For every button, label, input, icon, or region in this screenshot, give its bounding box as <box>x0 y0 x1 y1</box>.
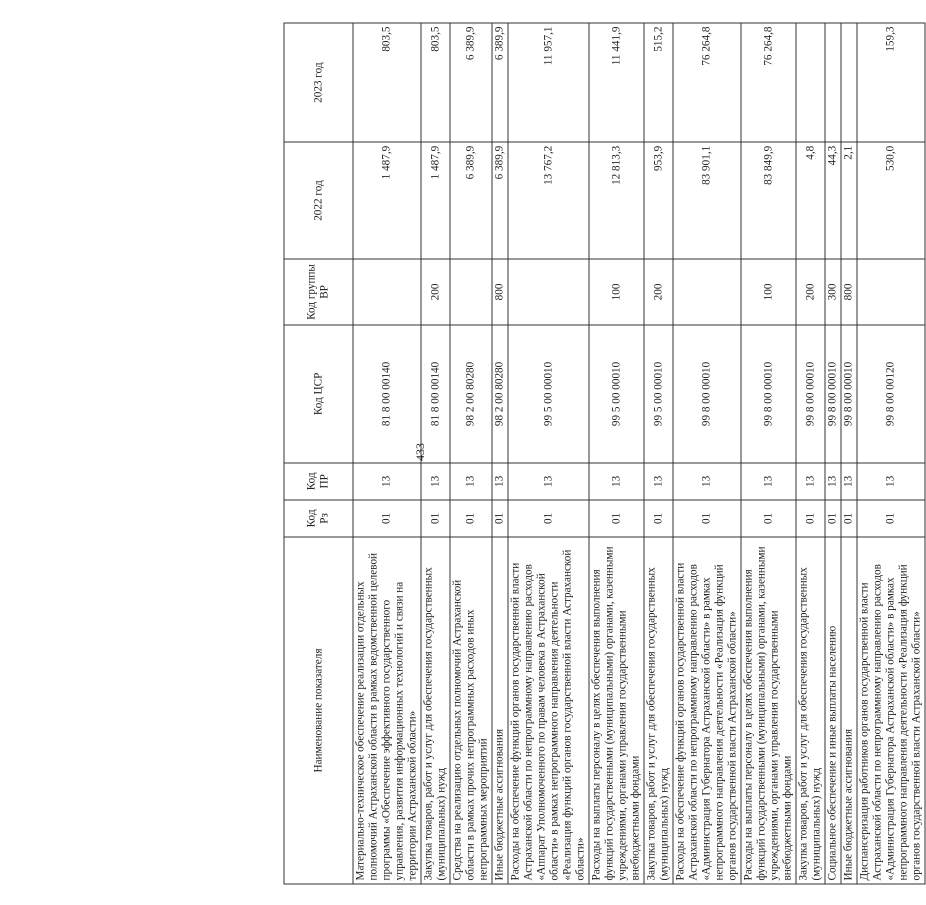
row-2022: 1 487,9 <box>353 142 421 259</box>
row-csr: 99 5 00 00010 <box>589 325 644 463</box>
row-2023 <box>841 23 857 142</box>
header-vr: Код группы ВР <box>284 258 353 324</box>
row-csr: 81 8 00 00140 <box>353 325 421 463</box>
row-2022: 83 849,9 <box>741 142 796 259</box>
header-csr: Код ЦСР <box>284 325 353 463</box>
table-row <box>741 23 796 884</box>
row-2023: 159,3 <box>857 23 925 142</box>
row-vr <box>857 258 925 324</box>
row-pr: 13 <box>673 462 741 499</box>
row-2022: 2,1 <box>841 142 857 259</box>
row-pr: 13 <box>857 462 925 499</box>
row-csr: 99 8 00 00010 <box>825 325 841 463</box>
row-2023 <box>796 23 825 142</box>
row-rz: 01 <box>450 499 492 536</box>
row-name: Иные бюджетные ассигнования <box>841 536 857 883</box>
row-vr <box>353 258 421 324</box>
table-row <box>353 23 421 884</box>
header-row <box>284 23 353 884</box>
row-pr: 13 <box>508 462 589 499</box>
table-row <box>796 23 825 884</box>
table-row <box>857 23 925 884</box>
table-row <box>492 23 508 884</box>
row-name: Материально-техническое обеспечение реализации отдельных полномочий Астраханской области в рамках ведомственной целевой программы «Обеспечение эффективного государственного управления, развития информационных технологий и связи на территории Астраханской области» <box>353 536 421 883</box>
row-2022: 953,9 <box>644 142 673 259</box>
header-2023: 2023 год <box>284 23 353 142</box>
row-2023: 6 389,9 <box>450 23 492 142</box>
row-pr: 13 <box>825 462 841 499</box>
table-row <box>589 23 644 884</box>
row-2023: 11 957,1 <box>508 23 589 142</box>
row-2022: 44,3 <box>825 142 841 259</box>
row-rz: 01 <box>353 499 421 536</box>
row-rz: 01 <box>857 499 925 536</box>
row-rz: 01 <box>508 499 589 536</box>
row-2022: 12 813,3 <box>589 142 644 259</box>
header-2022: 2022 год <box>284 142 353 259</box>
row-csr: 99 5 00 00010 <box>508 325 589 463</box>
row-pr: 13 <box>421 462 450 499</box>
row-csr: 99 8 00 00010 <box>841 325 857 463</box>
row-vr: 200 <box>644 258 673 324</box>
row-name: Закупка товаров, работ и услуг для обеспечения государственных (муниципальных) нужд <box>796 536 825 883</box>
row-pr: 13 <box>741 462 796 499</box>
row-pr: 13 <box>841 462 857 499</box>
row-2023: 803,5 <box>421 23 450 142</box>
row-2022: 530,0 <box>857 142 925 259</box>
row-2023 <box>825 23 841 142</box>
row-pr: 13 <box>450 462 492 499</box>
row-2022: 83 901,1 <box>673 142 741 259</box>
row-vr: 300 <box>825 258 841 324</box>
row-pr: 13 <box>492 462 508 499</box>
row-vr: 100 <box>589 258 644 324</box>
row-vr: 800 <box>841 258 857 324</box>
row-2023: 803,5 <box>353 23 421 142</box>
row-csr: 99 8 00 00010 <box>741 325 796 463</box>
row-2023: 11 441,9 <box>589 23 644 142</box>
rotated-sheet <box>284 22 923 884</box>
row-csr: 99 8 00 00010 <box>796 325 825 463</box>
row-2022: 6 389,9 <box>450 142 492 259</box>
row-2023: 76 264,8 <box>673 23 741 142</box>
row-2022: 1 487,9 <box>421 142 450 259</box>
row-pr: 13 <box>796 462 825 499</box>
row-rz: 01 <box>825 499 841 536</box>
row-2023: 76 264,8 <box>741 23 796 142</box>
row-name: Расходы на обеспечение функций органов государственной власти Астраханской области по непрограммному направлению расходов «Администрация Губернатора Астраханской области» в рамках непрограммного направления деятельности «Реализация функций органов государственной власти Астраханской области» <box>673 536 741 883</box>
row-rz: 01 <box>673 499 741 536</box>
row-vr <box>673 258 741 324</box>
row-csr: 99 8 00 00010 <box>673 325 741 463</box>
row-name: Расходы на обеспечение функций органов государственной власти Астраханской области по непрограммному направлению расходов «Аппарат Уполномоченного по правам человека в Астраханской области» в рамках непрограммного направления деятельности «Реализация функций органов государственной власти Астраханской области» <box>508 536 589 883</box>
row-name: Иные бюджетные ассигнования <box>492 536 508 883</box>
table-row <box>825 23 841 884</box>
row-pr: 13 <box>644 462 673 499</box>
table-row <box>644 23 673 884</box>
row-name: Закупка товаров, работ и услуг для обеспечения государственных (муниципальных) нужд <box>644 536 673 883</box>
row-2022: 6 389,9 <box>492 142 508 259</box>
row-vr <box>450 258 492 324</box>
table-row <box>673 23 741 884</box>
header-name: Наименование показателя <box>284 536 353 883</box>
row-name: Средства на реализацию отдельных полномочий Астраханской области в рамках прочих непрограммных расходов иных непрограммных мероприятий <box>450 536 492 883</box>
row-pr: 13 <box>589 462 644 499</box>
row-pr: 13 <box>353 462 421 499</box>
row-name: Расходы на выплаты персоналу в целях обеспечения выполнения функций государственными (муниципальными) органами, казенными учреждениями, органами управления государственными внебюджетными фондами <box>589 536 644 883</box>
row-rz: 01 <box>741 499 796 536</box>
row-csr: 98 2 00 80280 <box>492 325 508 463</box>
row-rz: 01 <box>796 499 825 536</box>
header-rz: Код Рз <box>284 499 353 536</box>
row-rz: 01 <box>492 499 508 536</box>
row-vr: 200 <box>796 258 825 324</box>
row-name: Диспансеризация работников органов государственной власти Астраханской области по непрограммному направлению расходов «Администрация Губернатора Астраханской области» в рамках непрограммного направления деятельности «Реализация функций органов государственной власти Астраханской области» <box>857 536 925 883</box>
row-csr: 99 8 00 00120 <box>857 325 925 463</box>
row-vr <box>508 258 589 324</box>
table-row <box>450 23 492 884</box>
row-name: Расходы на выплаты персоналу в целях обеспечения выполнения функций государственными (муниципальными) органами, казенными учреждениями, органами управления государственными внебюджетными фондами <box>741 536 796 883</box>
row-vr: 100 <box>741 258 796 324</box>
row-2022: 13 767,2 <box>508 142 589 259</box>
row-2023: 515,2 <box>644 23 673 142</box>
row-csr: 81 8 00 00140 <box>421 325 450 463</box>
row-rz: 01 <box>841 499 857 536</box>
row-name: Закупка товаров, работ и услуг для обеспечения государственных (муниципальных) нужд <box>421 536 450 883</box>
row-csr: 98 2 00 80280 <box>450 325 492 463</box>
row-2022: 4,8 <box>796 142 825 259</box>
row-rz: 01 <box>644 499 673 536</box>
row-vr: 800 <box>492 258 508 324</box>
header-pr: Код ПР <box>284 462 353 499</box>
table-row <box>508 23 589 884</box>
table-row <box>421 23 450 884</box>
row-name: Социальное обеспечение и иные выплаты населению <box>825 536 841 883</box>
page-number: 433 <box>413 443 427 461</box>
row-rz: 01 <box>421 499 450 536</box>
row-2023: 6 389,9 <box>492 23 508 142</box>
row-rz: 01 <box>589 499 644 536</box>
row-vr: 200 <box>421 258 450 324</box>
budget-table <box>284 22 926 884</box>
row-csr: 99 5 00 00010 <box>644 325 673 463</box>
table-row <box>841 23 857 884</box>
